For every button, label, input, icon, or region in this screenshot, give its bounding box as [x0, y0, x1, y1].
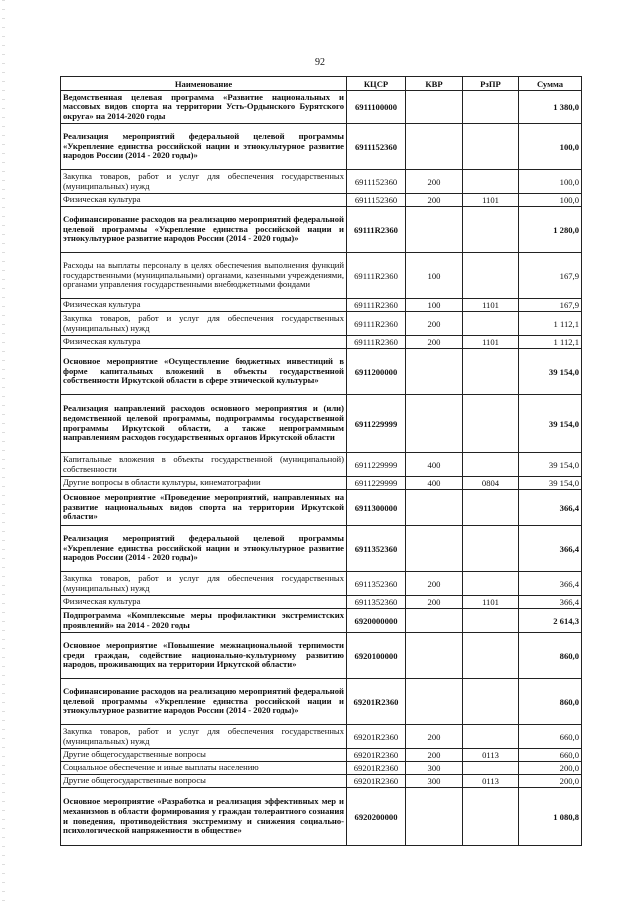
amount-cell: 100,0 — [519, 170, 582, 194]
kcsr-cell: 69111R2360 — [347, 299, 406, 312]
kcsr-cell: 69201R2360 — [347, 762, 406, 775]
kvr-cell — [406, 633, 463, 679]
kvr-cell — [406, 526, 463, 572]
header-rzpr: РзПР — [463, 77, 519, 91]
name-cell: Софинансирование расходов на реализацию мероприятий федеральной целевой программы «Укрепление единства российской нации и этнокультурное развитие народов России (2014 - 2020 годы)» — [61, 679, 347, 725]
amount-cell: 1 080,8 — [519, 788, 582, 846]
rzpr-cell — [463, 633, 519, 679]
table-row — [61, 349, 582, 395]
name-cell: Подпрограмма «Комплексные меры профилактики экстремистских проявлений» на 2014 - 2020 годы — [61, 609, 347, 633]
rzpr-cell — [463, 312, 519, 336]
kvr-cell: 400 — [406, 477, 463, 490]
kvr-cell — [406, 490, 463, 526]
rzpr-cell — [463, 349, 519, 395]
name-cell: Капитальные вложения в объекты государственной (муниципальной) собственности — [61, 453, 347, 477]
kvr-cell: 200 — [406, 749, 463, 762]
kcsr-cell: 69201R2360 — [347, 725, 406, 749]
amount-cell: 1 112,1 — [519, 312, 582, 336]
kcsr-cell: 6911229999 — [347, 453, 406, 477]
amount-cell: 39 154,0 — [519, 453, 582, 477]
rzpr-cell: 1101 — [463, 336, 519, 349]
kcsr-cell: 6911229999 — [347, 477, 406, 490]
amount-cell: 39 154,0 — [519, 349, 582, 395]
amount-cell: 167,9 — [519, 299, 582, 312]
kvr-cell: 200 — [406, 336, 463, 349]
amount-cell: 39 154,0 — [519, 477, 582, 490]
header-name: Наименование — [61, 77, 347, 91]
kvr-cell: 300 — [406, 762, 463, 775]
table-row — [61, 762, 582, 775]
amount-cell: 366,4 — [519, 596, 582, 609]
kcsr-cell: 6920100000 — [347, 633, 406, 679]
rzpr-cell — [463, 572, 519, 596]
amount-cell: 100,0 — [519, 124, 582, 170]
kcsr-cell: 6911100000 — [347, 91, 406, 124]
rzpr-cell — [463, 762, 519, 775]
kvr-cell: 200 — [406, 596, 463, 609]
rzpr-cell — [463, 453, 519, 477]
scan-edge-marks — [2, 0, 5, 905]
rzpr-cell — [463, 725, 519, 749]
header-kcsr: КЦСР — [347, 77, 406, 91]
name-cell: Закупка товаров, работ и услуг для обеспечения государственных (муниципальных) нужд — [61, 170, 347, 194]
kcsr-cell: 69201R2360 — [347, 679, 406, 725]
kvr-cell — [406, 349, 463, 395]
kcsr-cell: 6911152360 — [347, 170, 406, 194]
rzpr-cell: 0804 — [463, 477, 519, 490]
kvr-cell — [406, 91, 463, 124]
amount-cell: 366,4 — [519, 572, 582, 596]
kvr-cell: 200 — [406, 312, 463, 336]
table-row — [61, 170, 582, 194]
table-row — [61, 725, 582, 749]
amount-cell: 660,0 — [519, 749, 582, 762]
kcsr-cell: 6911352360 — [347, 526, 406, 572]
rzpr-cell — [463, 91, 519, 124]
name-cell: Реализация мероприятий федеральной целевой программы «Укрепление единства российской нации и этнокультурное развитие народов России (2014 - 2020 годы)» — [61, 526, 347, 572]
amount-cell: 200,0 — [519, 775, 582, 788]
name-cell: Софинансирование расходов на реализацию мероприятий федеральной целевой программы «Укрепление единства российской нации и этнокультурное развитие народов России (2014 - 2020 годы)» — [61, 207, 347, 253]
name-cell: Закупка товаров, работ и услуг для обеспечения государственных (муниципальных) нужд — [61, 572, 347, 596]
table-row — [61, 395, 582, 453]
table-row — [61, 609, 582, 633]
kcsr-cell: 6911352360 — [347, 572, 406, 596]
rzpr-cell — [463, 526, 519, 572]
kvr-cell: 300 — [406, 775, 463, 788]
rzpr-cell — [463, 124, 519, 170]
header-amount: Сумма — [519, 77, 582, 91]
amount-cell: 860,0 — [519, 633, 582, 679]
table-body — [61, 91, 582, 846]
rzpr-cell — [463, 395, 519, 453]
name-cell: Физическая культура — [61, 596, 347, 609]
kvr-cell — [406, 679, 463, 725]
rzpr-cell: 1101 — [463, 299, 519, 312]
kcsr-cell: 69201R2360 — [347, 775, 406, 788]
kvr-cell — [406, 609, 463, 633]
rzpr-cell: 1101 — [463, 194, 519, 207]
kcsr-cell: 6911300000 — [347, 490, 406, 526]
table-row — [61, 788, 582, 846]
amount-cell: 2 614,3 — [519, 609, 582, 633]
kcsr-cell: 6911352360 — [347, 596, 406, 609]
name-cell: Основное мероприятие «Осуществление бюджетных инвестиций в форме капитальных вложений в объекты государственной собственности Иркутской области в сфере этнической культуры» — [61, 349, 347, 395]
table-row — [61, 679, 582, 725]
amount-cell: 1 280,0 — [519, 207, 582, 253]
table-row — [61, 749, 582, 762]
rzpr-cell — [463, 207, 519, 253]
table-row — [61, 336, 582, 349]
kcsr-cell: 69201R2360 — [347, 749, 406, 762]
kcsr-cell: 6911152360 — [347, 194, 406, 207]
table-row — [61, 490, 582, 526]
name-cell: Социальное обеспечение и иные выплаты населению — [61, 762, 347, 775]
amount-cell: 660,0 — [519, 725, 582, 749]
name-cell: Реализация мероприятий федеральной целевой программы «Укрепление единства российской нации и этнокультурное развитие народов России (2014 - 2020 годы)» — [61, 124, 347, 170]
page-number: 92 — [315, 57, 325, 68]
amount-cell: 1 112,1 — [519, 336, 582, 349]
amount-cell: 39 154,0 — [519, 395, 582, 453]
table-row — [61, 572, 582, 596]
rzpr-cell — [463, 788, 519, 846]
name-cell: Ведомственная целевая программа «Развитие национальных и массовых видов спорта на территории Усть-Ордынского Бурятского округа» на 2014-2020 годы — [61, 91, 347, 124]
name-cell: Основное мероприятие «Разработка и реализация эффективных мер и механизмов в области формирования у граждан толерантного сознания и поведения, противодействия экстремизму и снижения социально-психологической напряженности в обществе» — [61, 788, 347, 846]
kvr-cell: 100 — [406, 299, 463, 312]
rzpr-cell: 1101 — [463, 596, 519, 609]
rzpr-cell — [463, 609, 519, 633]
kvr-cell: 200 — [406, 194, 463, 207]
name-cell: Другие общегосударственные вопросы — [61, 775, 347, 788]
table-row — [61, 124, 582, 170]
table-row — [61, 526, 582, 572]
table-row — [61, 207, 582, 253]
kvr-cell: 200 — [406, 170, 463, 194]
kcsr-cell: 6911200000 — [347, 349, 406, 395]
table-row — [61, 453, 582, 477]
table-row — [61, 477, 582, 490]
header-kvr: КВР — [406, 77, 463, 91]
name-cell: Другие общегосударственные вопросы — [61, 749, 347, 762]
table-row — [61, 299, 582, 312]
kvr-cell: 200 — [406, 572, 463, 596]
amount-cell: 200,0 — [519, 762, 582, 775]
rzpr-cell — [463, 679, 519, 725]
name-cell: Закупка товаров, работ и услуг для обеспечения государственных (муниципальных) нужд — [61, 725, 347, 749]
name-cell: Реализация направлений расходов основного мероприятия и (или) ведомственной целевой программы, подпрограммы государственной программы Иркутской области, а также непрограммным направлениям расходов государственных органов Иркутской области — [61, 395, 347, 453]
table-row — [61, 312, 582, 336]
kvr-cell: 100 — [406, 253, 463, 299]
kcsr-cell: 69111R2360 — [347, 207, 406, 253]
kcsr-cell: 6920200000 — [347, 788, 406, 846]
name-cell: Другие вопросы в области культуры, кинематографии — [61, 477, 347, 490]
amount-cell: 366,4 — [519, 526, 582, 572]
rzpr-cell: 0113 — [463, 749, 519, 762]
table-row — [61, 194, 582, 207]
kvr-cell — [406, 124, 463, 170]
table-row — [61, 775, 582, 788]
kvr-cell: 200 — [406, 725, 463, 749]
amount-cell: 860,0 — [519, 679, 582, 725]
kcsr-cell: 6920000000 — [347, 609, 406, 633]
table-row — [61, 253, 582, 299]
kcsr-cell: 6911229999 — [347, 395, 406, 453]
table-header-row — [61, 77, 582, 91]
name-cell: Основное мероприятие «Проведение мероприятий, направленных на развитие национальных видов спорта на территории Иркутской области» — [61, 490, 347, 526]
kcsr-cell: 69111R2360 — [347, 336, 406, 349]
rzpr-cell — [463, 490, 519, 526]
kcsr-cell: 69111R2360 — [347, 253, 406, 299]
name-cell: Основное мероприятие «Повышение межнациональной терпимости среди граждан, содействие национально-культурному развитию народов, проживающих на территории Иркутской области» — [61, 633, 347, 679]
rzpr-cell: 0113 — [463, 775, 519, 788]
kvr-cell — [406, 788, 463, 846]
table-row — [61, 91, 582, 124]
name-cell: Физическая культура — [61, 194, 347, 207]
budget-table — [60, 76, 582, 846]
name-cell: Расходы на выплаты персоналу в целях обеспечения выполнения функций государственными (муниципальными) органами, казенными учреждениями, органами управления государственными внебюджетными фондами — [61, 253, 347, 299]
amount-cell: 100,0 — [519, 194, 582, 207]
kvr-cell: 400 — [406, 453, 463, 477]
amount-cell: 167,9 — [519, 253, 582, 299]
name-cell: Закупка товаров, работ и услуг для обеспечения государственных (муниципальных) нужд — [61, 312, 347, 336]
kvr-cell — [406, 395, 463, 453]
kcsr-cell: 6911152360 — [347, 124, 406, 170]
rzpr-cell — [463, 170, 519, 194]
kcsr-cell: 69111R2360 — [347, 312, 406, 336]
table-row — [61, 633, 582, 679]
kvr-cell — [406, 207, 463, 253]
amount-cell: 366,4 — [519, 490, 582, 526]
name-cell: Физическая культура — [61, 336, 347, 349]
name-cell: Физическая культура — [61, 299, 347, 312]
amount-cell: 1 380,0 — [519, 91, 582, 124]
table-row — [61, 596, 582, 609]
rzpr-cell — [463, 253, 519, 299]
